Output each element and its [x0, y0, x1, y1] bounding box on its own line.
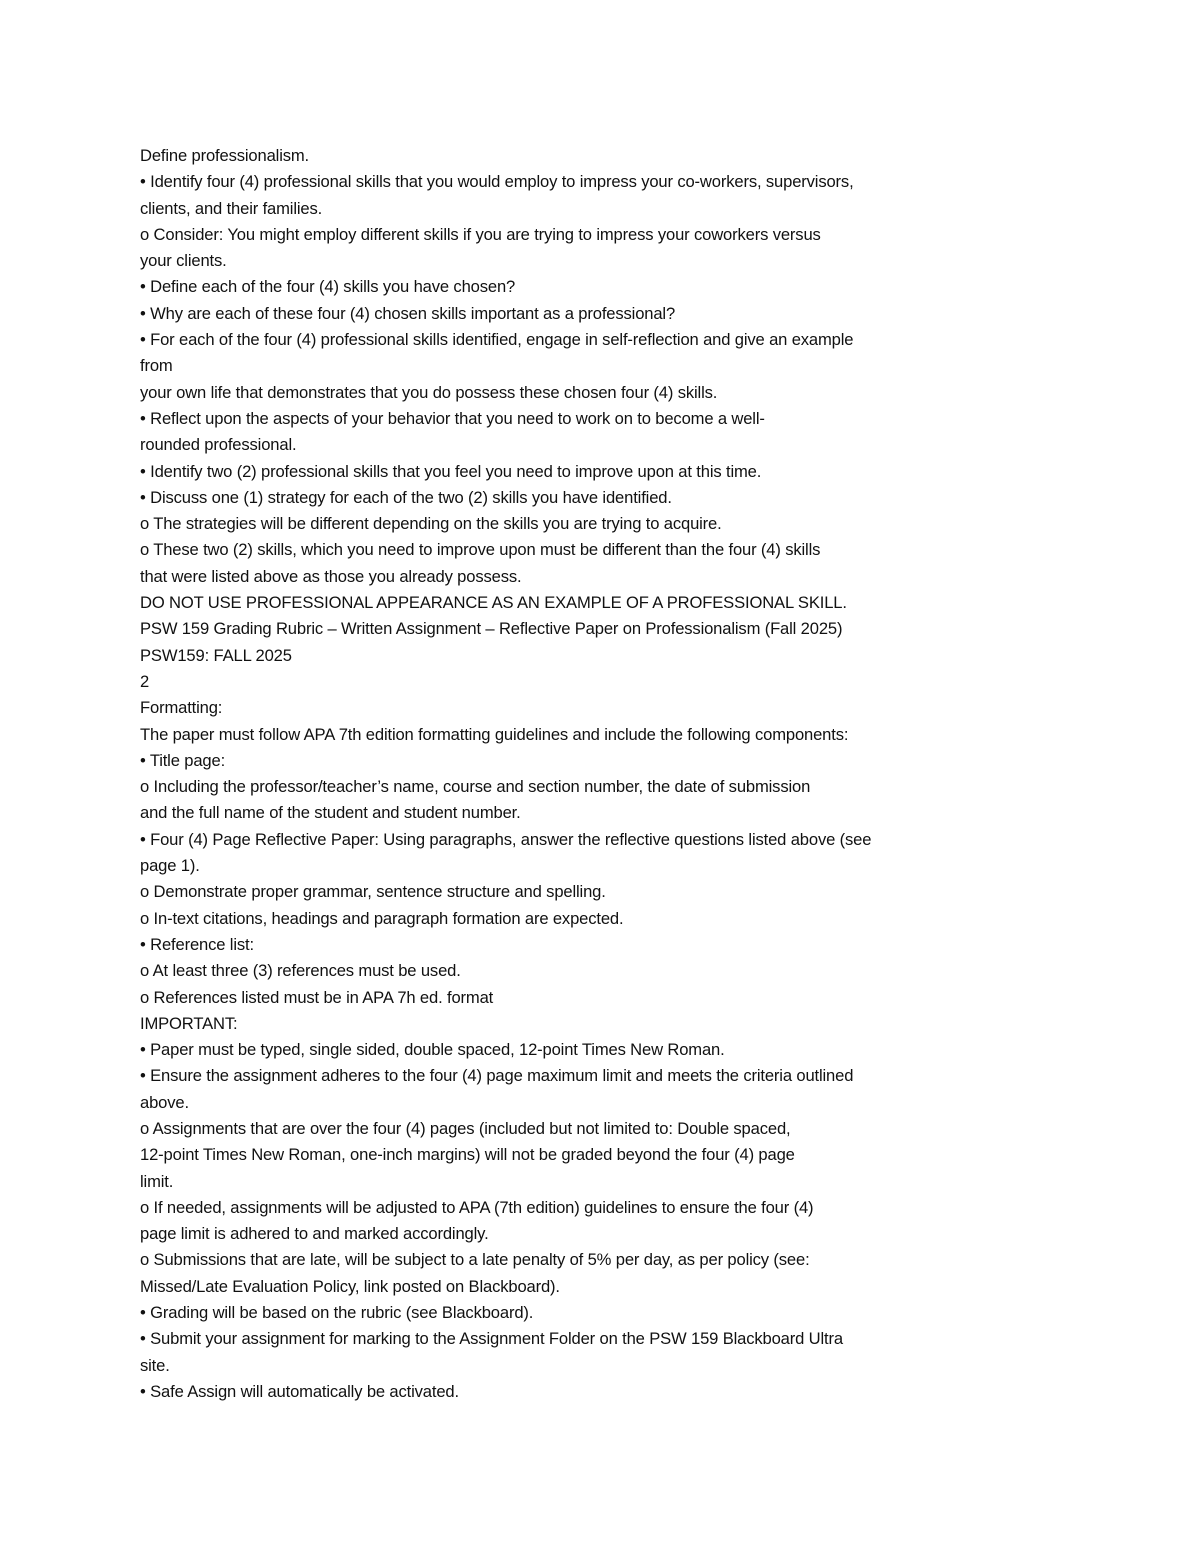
text-line: o If needed, assignments will be adjusted to APA (7th edition) guidelines to ensure the four (4) [140, 1197, 814, 1217]
text-line: Formatting: [140, 698, 223, 718]
text-line: o Assignments that are over the four (4) pages (included but not limited to: Double spaced, [140, 1118, 791, 1138]
text-line: that were listed above as those you already possess. [140, 566, 522, 586]
text-line: o At least three (3) references must be used. [140, 961, 461, 981]
text-line: • Submit your assignment for marking to the Assignment Folder on the PSW 159 Blackboard Ultra [140, 1329, 843, 1349]
text-line: 2 [140, 671, 150, 691]
text-line: your clients. [140, 251, 227, 271]
text-line: • Safe Assign will automatically be activated. [140, 1381, 459, 1401]
text-line: page limit is adhered to and marked accordingly. [140, 1224, 489, 1244]
text-line: from [140, 356, 173, 376]
text-line: o In-text citations, headings and paragraph formation are expected. [140, 908, 624, 928]
text-line: • Identify two (2) professional skills that you feel you need to improve upon at this time. [140, 461, 762, 481]
text-line: • Grading will be based on the rubric (see Blackboard). [140, 1303, 534, 1323]
text-line: PSW 159 Grading Rubric – Written Assignment – Reflective Paper on Professionalism (Fall 2025) [140, 619, 843, 639]
text-line: • Reflect upon the aspects of your behavior that you need to work on to become a well- [140, 408, 765, 428]
text-line: • Identify four (4) professional skills that you would employ to impress your co-workers, supervisors, [140, 172, 854, 192]
text-line: o Submissions that are late, will be subject to a late penalty of 5% per day, as per policy (see: [140, 1250, 810, 1270]
text-line: IMPORTANT: [140, 1013, 238, 1033]
text-line: • For each of the four (4) professional skills identified, engage in self-reflection and give an example [140, 330, 854, 350]
text-line: clients, and their families. [140, 198, 323, 218]
text-line: DO NOT USE PROFESSIONAL APPEARANCE AS AN EXAMPLE OF A PROFESSIONAL SKILL. [140, 593, 847, 613]
text-line: • Ensure the assignment adheres to the four (4) page maximum limit and meets the criteria outlined [140, 1066, 854, 1086]
text-line: Missed/Late Evaluation Policy, link posted on Blackboard). [140, 1276, 560, 1296]
text-line: your own life that demonstrates that you do possess these chosen four (4) skills. [140, 382, 718, 402]
text-line: o Consider: You might employ different skills if you are trying to impress your coworkers versus [140, 224, 821, 244]
text-line: site. [140, 1355, 170, 1375]
text-line: o Including the professor/teacher’s name, course and section number, the date of submission [140, 777, 811, 797]
text-line: PSW159: FALL 2025 [140, 645, 292, 665]
text-line: rounded professional. [140, 435, 297, 455]
text-line: o Demonstrate proper grammar, sentence structure and spelling. [140, 882, 606, 902]
text-line: • Paper must be typed, single sided, double spaced, 12-point Times New Roman. [140, 1040, 725, 1060]
text-line: o References listed must be in APA 7h ed. format [140, 987, 494, 1007]
text-line: Define professionalism. [140, 146, 310, 165]
text-line: limit. [140, 1171, 174, 1191]
document-body [140, 143, 1040, 1405]
text-line: The paper must follow APA 7th edition formatting guidelines and include the following components: [140, 724, 849, 744]
text-line: • Discuss one (1) strategy for each of the two (2) skills you have identified. [140, 487, 672, 507]
text-line: o The strategies will be different depending on the skills you are trying to acquire. [140, 514, 722, 534]
text-line: • Define each of the four (4) skills you have chosen? [140, 277, 516, 297]
text-line: • Why are each of these four (4) chosen skills important as a professional? [140, 303, 676, 323]
text-line: 12-point Times New Roman, one-inch margins) will not be graded beyond the four (4) page [140, 1145, 795, 1165]
text-line: above. [140, 1092, 189, 1112]
text-line: • Title page: [140, 750, 226, 770]
text-line: page 1). [140, 856, 200, 876]
text-line: • Four (4) Page Reflective Paper: Using paragraphs, answer the reflective questions listed above (see [140, 829, 872, 849]
text-line: o These two (2) skills, which you need to improve upon must be different than the four (4) skills [140, 540, 821, 560]
text-line: and the full name of the student and student number. [140, 803, 521, 823]
text-line: • Reference list: [140, 934, 254, 954]
